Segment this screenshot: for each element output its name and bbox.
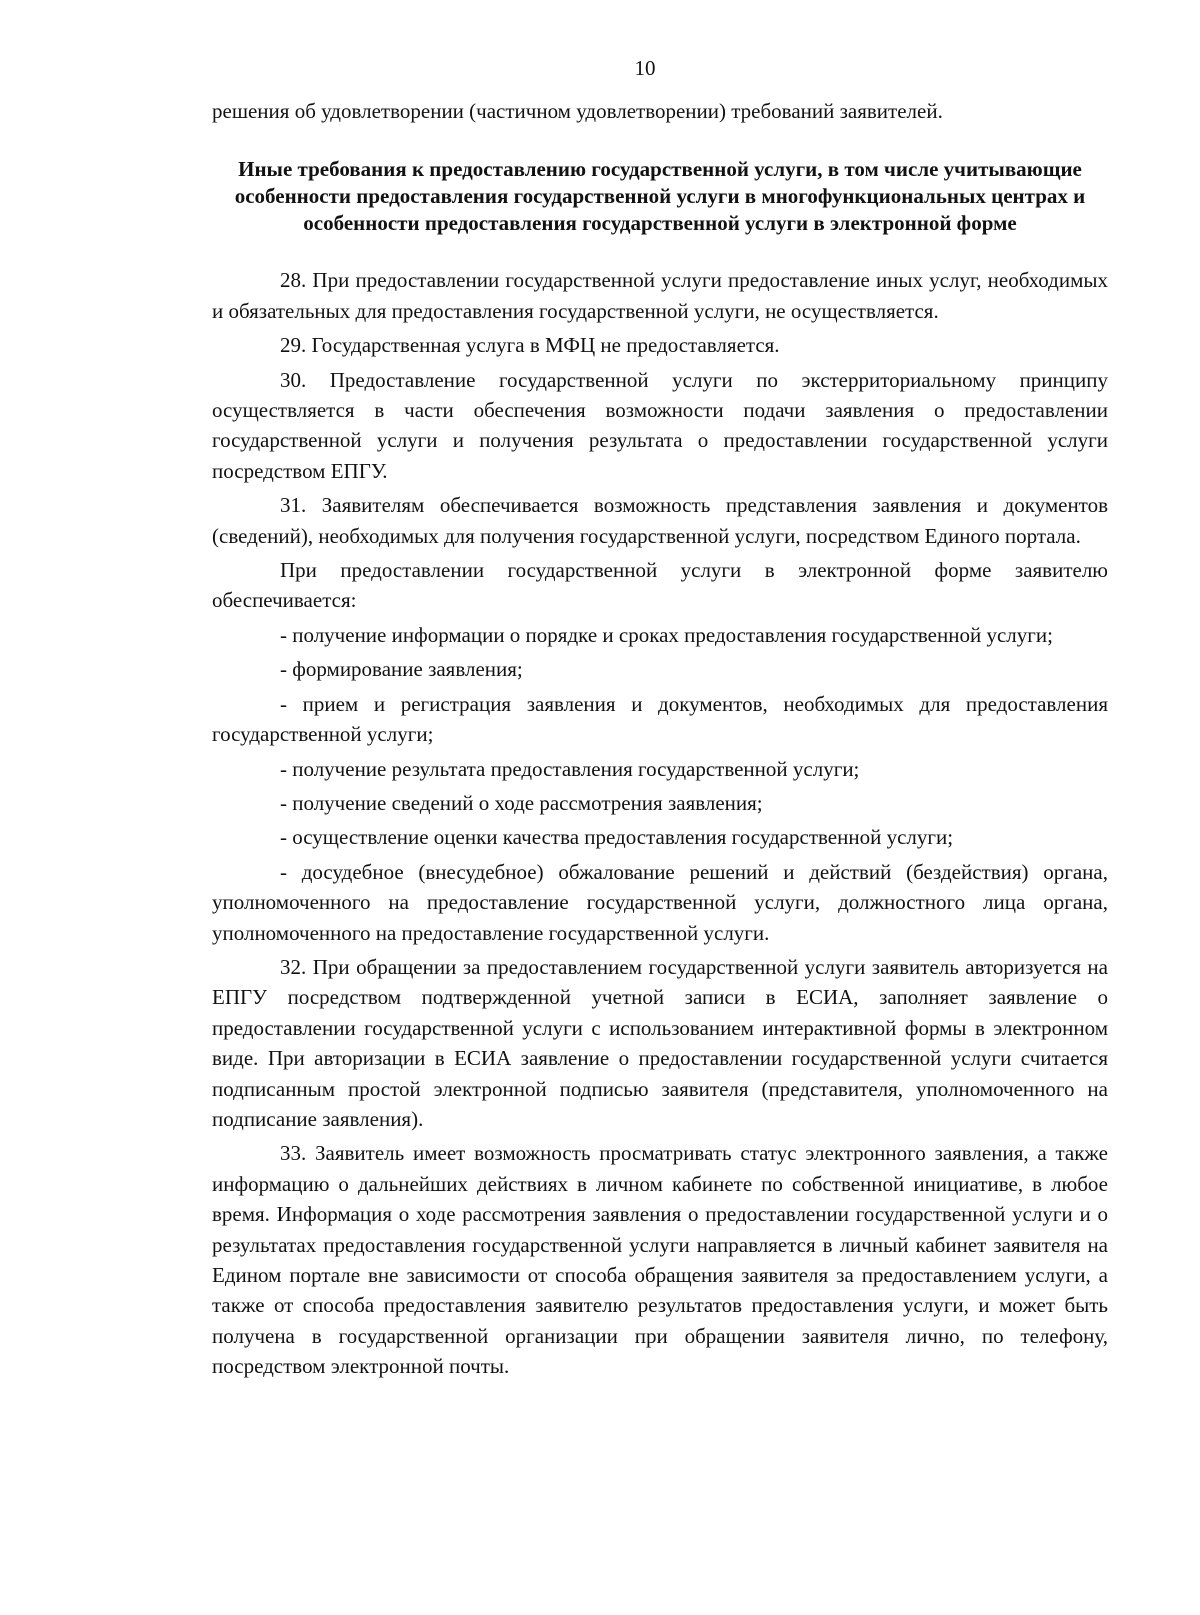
list-item: - получение информации о порядке и сроках предоставления государственной услуги;	[280, 622, 1053, 647]
lead-paragraph: решения об удовлетворении (частичном удовлетворении) требований заявителей.	[212, 99, 943, 123]
list-item: - формирование заявления;	[280, 657, 523, 682]
list-item: - прием и регистрация заявления и документов, необходимых для предоставления государственной услуги;	[212, 691, 1108, 747]
paragraph-29: 29. Государственная услуга в МФЦ не предоставляется.	[280, 333, 780, 358]
list-item: - получение результата предоставления государственной услуги;	[280, 756, 860, 781]
list-item: - получение сведений о ходе рассмотрения заявления;	[280, 790, 763, 815]
document-body	[212, 96, 1108, 1382]
list-item: - осуществление оценки качества предоставления государственной услуги;	[280, 825, 954, 850]
paragraph-30: 30. Предоставление государственной услуги по экстерриториальному принципу осуществляется в части обеспечения возможности подачи заявления о предоставлении государственной услуги и получения результата о предоставлении государственной услуги посредством ЕПГУ.	[212, 367, 1108, 483]
paragraph-28: 28. При предоставлении государственной услуги предоставление иных услуг, необходимых и обязательных для предоставления государственной услуги, не осуществляется.	[212, 268, 1108, 323]
paragraph-31-intro: При предоставлении государственной услуги в электронной форме заявителю обеспечивается:	[212, 558, 1108, 613]
list-item: - досудебное (внесудебное) обжалование решений и действий (бездействия) органа, уполномоченного на предоставление государственной услуги, должностного лица органа, уполномоченного на предоставление государственной услуги.	[212, 859, 1108, 945]
paragraph-33: 33. Заявитель имеет возможность просматривать статус электронного заявления, а также информацию о дальнейших действиях в личном кабинете по собственной инициативе, в любое время. Информация о ходе рассмотрения заявления о предоставлении государственной услуги и о результатах предоставления государственной услуги направляется в личный кабинет заявителя на Едином портале вне зависимости от способа обращения заявителя за предоставлением услуги, а также от способа предоставления заявителю результатов предоставления услуги, и может быть получена в государственной организации при обращении заявителя лично, по телефону, посредством электронной почты.	[212, 1141, 1108, 1379]
section-heading: Иные требования к предоставлению государственной услуги, в том числе учитывающие особенности предоставления государственной услуги в многофункциональных центрах и особенности предоставления государственной услуги в электронной форме	[234, 157, 1086, 236]
paragraph-32: 32. При обращении за предоставлением государственной услуги заявитель авторизуется на ЕПГУ посредством подтвержденной учетной записи в ЕСИА, заполняет заявление о предоставлении государственной услуги с использованием интерактивной формы в электронном виде. При авторизации в ЕСИА заявление о предоставлении государственной услуги считается подписанным простой электронной подписью заявителя (представителя, уполномоченного на подписание заявления).	[212, 954, 1108, 1131]
paragraph-31: 31. Заявителям обеспечивается возможность представления заявления и документов (сведений), необходимых для получения государственной услуги, посредством Единого портала.	[212, 493, 1108, 548]
page-number: 10	[634, 56, 656, 80]
